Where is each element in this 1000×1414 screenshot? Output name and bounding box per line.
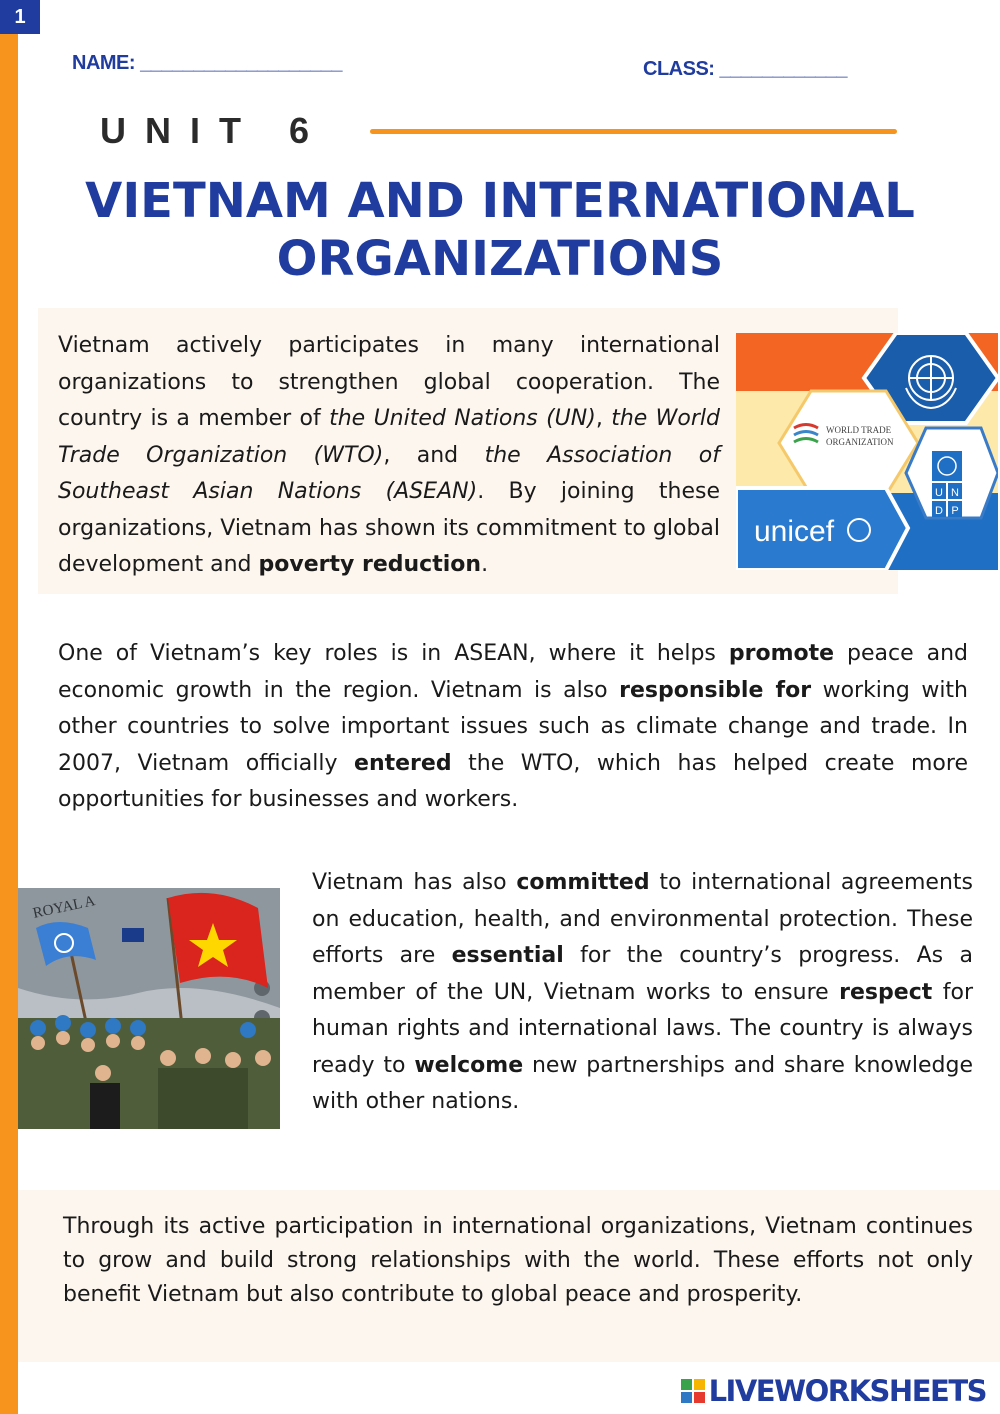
- p1-text: , and: [383, 442, 485, 468]
- p1-asean: the Association of Southeast Asian Nations (ASEAN): [58, 442, 721, 504]
- p3-text: new partnerships and share knowledge with other nations.: [312, 1052, 973, 1114]
- page-title: [30, 172, 970, 288]
- side-accent-bar: [0, 0, 18, 1414]
- p2-text: the WTO, which has helped create more opportunities for businesses and workers.: [58, 750, 968, 812]
- unit-divider: [370, 129, 897, 134]
- officers-uniforms: [158, 1068, 248, 1129]
- p3-text: Vietnam has also: [312, 870, 517, 895]
- liveworksheets-logo-icon: [681, 1379, 705, 1403]
- p3-keyword: essential: [451, 943, 564, 968]
- p1-text: ,: [595, 406, 612, 431]
- p3-keyword: welcome: [414, 1052, 524, 1078]
- p3-text: to international agreements on education, health, and environmental protection. These efforts are: [312, 870, 973, 968]
- wto-name-line-1: WORLD TRADE: [826, 425, 892, 435]
- p2-keyword: responsible for: [619, 677, 812, 703]
- p2-text: peace and economic growth in the region. Vietnam is also: [58, 641, 968, 703]
- paragraph-4: [63, 1210, 973, 1312]
- p3-text: for the country’s progress. As a member of the UN, Vietnam works to ensure: [312, 943, 973, 1005]
- p1-un: the United Nations (UN): [329, 406, 596, 431]
- p3-keyword: respect: [839, 979, 933, 1005]
- paragraph-2: [58, 636, 968, 819]
- p2-text: One of Vietnam’s key roles is in ASEAN, where it helps: [58, 641, 729, 666]
- p2-text: working with other countries to solve important issues such as climate change and trade. In 2007, Vietnam officially: [58, 677, 968, 776]
- undp-emblem-square: [932, 451, 962, 481]
- undp-letter: N: [951, 487, 959, 499]
- peacekeepers-photo: [18, 888, 280, 1129]
- p3-text: for human rights and international laws. The country is always ready to: [312, 979, 973, 1078]
- liveworksheets-wordmark: LIVEWORKSHEETS: [708, 1374, 986, 1408]
- p2-keyword: entered: [354, 750, 452, 776]
- dark-suit: [90, 1083, 120, 1129]
- organization-logos-image: [736, 333, 998, 570]
- page-number-badge: 1: [0, 0, 40, 34]
- australian-flag: [122, 928, 144, 942]
- unit-label: UNIT 6: [100, 110, 329, 151]
- title-line-2: ORGANIZATIONS: [276, 231, 724, 287]
- wto-name-line-2: ORGANIZATION: [826, 437, 894, 447]
- p1-wto: the World Trade Organization (WTO): [58, 406, 720, 468]
- aircraft-lettering: ROYAL A: [31, 893, 97, 922]
- p1-text: .: [481, 552, 489, 577]
- undp-letter: P: [951, 505, 959, 517]
- paragraph-1: [58, 328, 720, 584]
- unicef-wordmark: unicef: [754, 515, 835, 548]
- undp-letter: U: [935, 487, 943, 499]
- name-field-label: NAME: ___________________: [72, 52, 342, 74]
- p1-keyword: poverty reduction: [258, 552, 482, 577]
- p4-text: Through its active participation in international organizations, Vietnam continues to grow and build strong relationships with the world. These efforts not only benefit Vietnam but also contribute to global peace and prosperity.: [63, 1214, 973, 1307]
- class-field-label: CLASS: ____________: [643, 58, 847, 80]
- paragraph-3: [312, 865, 973, 1121]
- title-line-1: VIETNAM AND INTERNATIONAL: [85, 173, 915, 229]
- undp-letter: D: [935, 505, 943, 517]
- liveworksheets-brand[interactable]: [681, 1374, 986, 1408]
- p1-text: Vietnam actively participates in many international organizations to strengthen global cooperation. The country is a member of: [58, 333, 720, 431]
- p1-text: . By joining these organizations, Vietnam has shown its commitment to global development and: [58, 479, 720, 577]
- p3-keyword: committed: [516, 870, 650, 895]
- p2-keyword: promote: [728, 641, 835, 666]
